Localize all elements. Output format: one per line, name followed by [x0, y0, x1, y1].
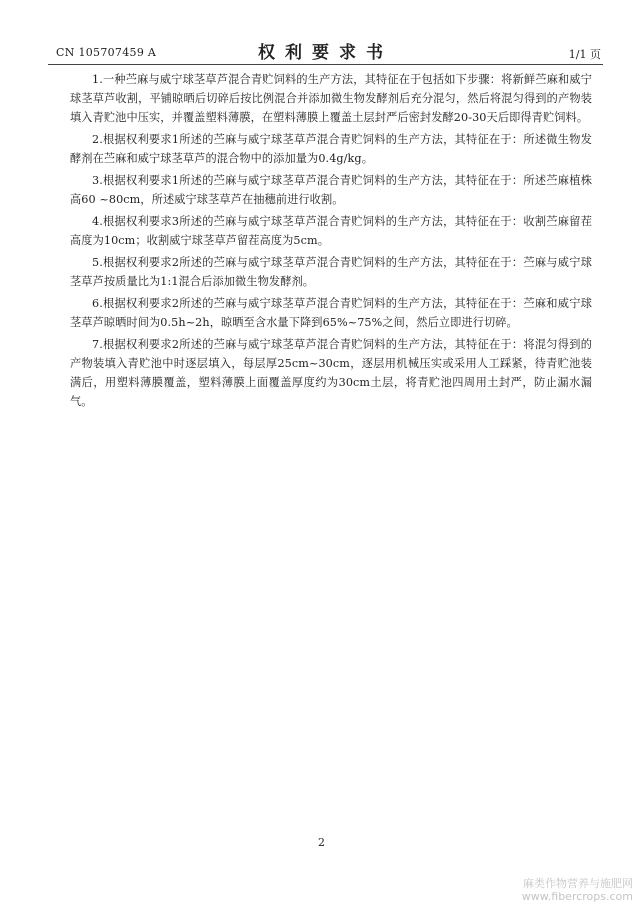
claim-5: 5.根据权利要求2所述的苎麻与威宁球茎草芦混合青贮饲料的生产方法，其特征在于：苎麻与威宁球茎草芦按质量比为1:1混合后添加微生物发酵剂。: [70, 256, 592, 288]
site-watermark: [522, 877, 633, 903]
claim-1: 1.一种苎麻与威宁球茎草芦混合青贮饲料的生产方法，其特征在于包括如下步骤：将新鲜苎麻和威宁球茎草芦收割，平铺晾晒后切碎后按比例混合并添加微生物发酵剂后充分混匀，然后将混匀得到的产物装填入青贮池中压实，并覆盖塑料薄膜，在塑料薄膜上覆盖土层封严后密封发酵20-30天后即得青贮饲料。: [70, 73, 592, 124]
document-header: [48, 34, 603, 64]
claim-3: 3.根据权利要求1所述的苎麻与威宁球茎草芦混合青贮饲料的生产方法，其特征在于：所述苎麻植株高60 ~80cm，所述威宁球茎草芦在抽穗前进行收割。: [70, 174, 592, 206]
page-count: 1/1 页: [568, 48, 601, 61]
header-divider: [48, 64, 603, 65]
publication-number: CN 105707459 A: [56, 46, 157, 59]
claim-4: 4.根据权利要求3所述的苎麻与威宁球茎草芦混合青贮饲料的生产方法，其特征在于：收割苎麻留茬高度为10cm；收割威宁球茎草芦留茬高度为5cm。: [70, 215, 592, 247]
watermark-url: www.fibercrops.com: [521, 890, 633, 903]
claim-2: 2.根据权利要求1所述的苎麻与威宁球茎草芦混合青贮饲料的生产方法，其特征在于：所述微生物发酵剂在苎麻和威宁球茎草芦的混合物中的添加量为0.4g/kg。: [70, 133, 592, 165]
page-number: 2: [318, 836, 325, 849]
watermark-site-name: 麻类作物营养与施肥网: [523, 877, 633, 890]
claim-6: 6.根据权利要求2所述的苎麻与威宁球茎草芦混合青贮饲料的生产方法，其特征在于：苎麻和威宁球茎草芦晾晒时间为0.5h~2h，晾晒至含水量下降到65%~75%之间，然后立即进行切碎。: [70, 297, 592, 329]
claims-list: [70, 70, 592, 414]
claim-7: 7.根据权利要求2所述的苎麻与威宁球茎草芦混合青贮饲料的生产方法，其特征在于：将混匀得到的产物装填入青贮池中时逐层填入，每层厚25cm~30cm，逐层用机械压实或采用人工踩紧，待青贮池装满后，用塑料薄膜覆盖，塑料薄膜上面覆盖厚度约为30cm土层，将青贮池四周用土封严，防止漏水漏气。: [70, 338, 592, 408]
page-title: 权利要求书: [258, 43, 393, 63]
